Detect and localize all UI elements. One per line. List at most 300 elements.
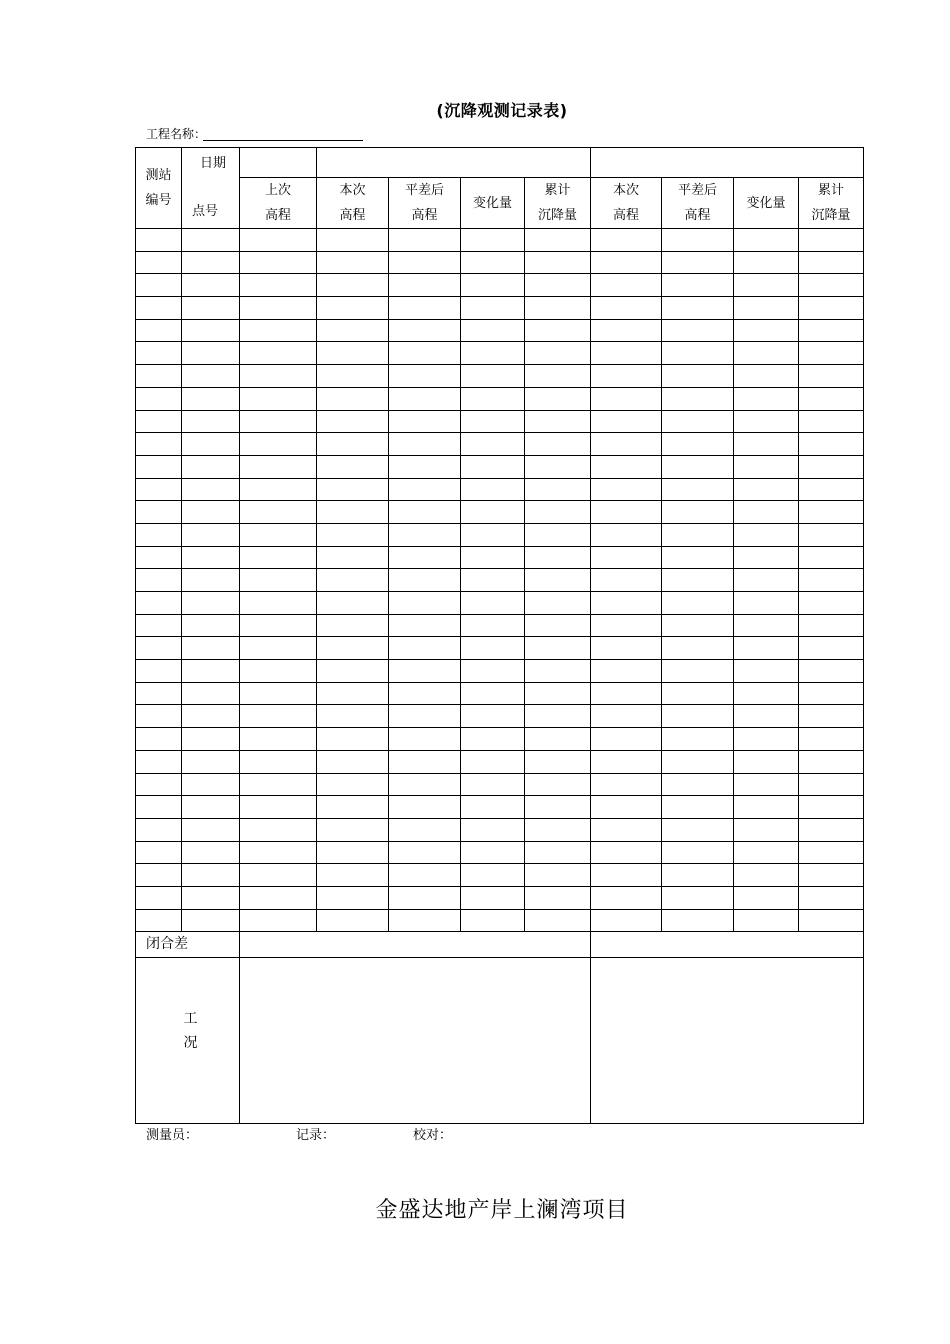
data-cell[interactable] <box>799 410 864 433</box>
data-cell[interactable] <box>182 569 240 592</box>
data-cell[interactable] <box>389 728 461 751</box>
data-cell[interactable] <box>240 909 317 932</box>
data-cell[interactable] <box>461 319 525 342</box>
data-cell[interactable] <box>662 569 734 592</box>
data-cell[interactable] <box>389 886 461 909</box>
data-cell[interactable] <box>461 705 525 728</box>
data-cell[interactable] <box>240 682 317 705</box>
data-cell[interactable] <box>799 229 864 252</box>
data-cell[interactable] <box>461 501 525 524</box>
data-cell[interactable] <box>591 864 662 887</box>
condition-cell[interactable] <box>591 958 864 1124</box>
data-cell[interactable] <box>525 614 591 637</box>
data-cell[interactable] <box>525 569 591 592</box>
data-cell[interactable] <box>461 365 525 388</box>
data-cell[interactable] <box>799 455 864 478</box>
data-cell[interactable] <box>136 455 182 478</box>
data-cell[interactable] <box>734 637 799 660</box>
data-cell[interactable] <box>591 682 662 705</box>
data-cell[interactable] <box>136 229 182 252</box>
data-cell[interactable] <box>525 433 591 456</box>
data-cell[interactable] <box>734 274 799 297</box>
data-cell[interactable] <box>461 455 525 478</box>
data-cell[interactable] <box>317 523 389 546</box>
data-cell[interactable] <box>525 773 591 796</box>
data-cell[interactable] <box>662 342 734 365</box>
data-cell[interactable] <box>182 501 240 524</box>
data-cell[interactable] <box>734 682 799 705</box>
data-cell[interactable] <box>525 297 591 320</box>
data-cell[interactable] <box>240 569 317 592</box>
data-cell[interactable] <box>182 614 240 637</box>
data-cell[interactable] <box>136 728 182 751</box>
data-cell[interactable] <box>799 728 864 751</box>
data-cell[interactable] <box>461 841 525 864</box>
data-cell[interactable] <box>461 660 525 683</box>
data-cell[interactable] <box>240 773 317 796</box>
data-cell[interactable] <box>734 818 799 841</box>
data-cell[interactable] <box>525 546 591 569</box>
data-cell[interactable] <box>591 886 662 909</box>
data-cell[interactable] <box>317 864 389 887</box>
data-cell[interactable] <box>182 523 240 546</box>
data-cell[interactable] <box>240 660 317 683</box>
data-cell[interactable] <box>136 319 182 342</box>
data-cell[interactable] <box>799 773 864 796</box>
data-cell[interactable] <box>662 365 734 388</box>
data-cell[interactable] <box>525 229 591 252</box>
data-cell[interactable] <box>389 909 461 932</box>
data-cell[interactable] <box>317 365 389 388</box>
data-cell[interactable] <box>734 592 799 615</box>
data-cell[interactable] <box>591 365 662 388</box>
data-cell[interactable] <box>799 841 864 864</box>
data-cell[interactable] <box>317 433 389 456</box>
data-cell[interactable] <box>182 728 240 751</box>
data-cell[interactable] <box>136 433 182 456</box>
data-cell[interactable] <box>389 841 461 864</box>
data-cell[interactable] <box>591 592 662 615</box>
data-cell[interactable] <box>662 433 734 456</box>
closure-cell[interactable] <box>591 932 864 958</box>
data-cell[interactable] <box>799 523 864 546</box>
data-cell[interactable] <box>240 229 317 252</box>
data-cell[interactable] <box>389 660 461 683</box>
data-cell[interactable] <box>591 841 662 864</box>
data-cell[interactable] <box>525 909 591 932</box>
data-cell[interactable] <box>136 297 182 320</box>
data-cell[interactable] <box>461 478 525 501</box>
data-cell[interactable] <box>461 909 525 932</box>
data-cell[interactable] <box>182 750 240 773</box>
data-cell[interactable] <box>662 864 734 887</box>
data-cell[interactable] <box>461 523 525 546</box>
data-cell[interactable] <box>240 478 317 501</box>
data-cell[interactable] <box>136 682 182 705</box>
data-cell[interactable] <box>182 410 240 433</box>
data-cell[interactable] <box>182 251 240 274</box>
data-cell[interactable] <box>136 546 182 569</box>
data-cell[interactable] <box>734 728 799 751</box>
data-cell[interactable] <box>734 705 799 728</box>
data-cell[interactable] <box>182 365 240 388</box>
data-cell[interactable] <box>734 750 799 773</box>
data-cell[interactable] <box>734 229 799 252</box>
data-cell[interactable] <box>136 251 182 274</box>
data-cell[interactable] <box>389 319 461 342</box>
data-cell[interactable] <box>734 660 799 683</box>
data-cell[interactable] <box>240 750 317 773</box>
data-cell[interactable] <box>317 614 389 637</box>
data-cell[interactable] <box>317 592 389 615</box>
data-cell[interactable] <box>591 251 662 274</box>
data-cell[interactable] <box>591 637 662 660</box>
date-cell[interactable] <box>591 148 864 178</box>
data-cell[interactable] <box>591 319 662 342</box>
data-cell[interactable] <box>182 478 240 501</box>
data-cell[interactable] <box>389 523 461 546</box>
data-cell[interactable] <box>525 274 591 297</box>
data-cell[interactable] <box>461 886 525 909</box>
data-cell[interactable] <box>240 410 317 433</box>
data-cell[interactable] <box>136 274 182 297</box>
data-cell[interactable] <box>591 342 662 365</box>
data-cell[interactable] <box>317 569 389 592</box>
data-cell[interactable] <box>317 501 389 524</box>
data-cell[interactable] <box>662 773 734 796</box>
data-cell[interactable] <box>240 251 317 274</box>
data-cell[interactable] <box>136 410 182 433</box>
data-cell[interactable] <box>734 864 799 887</box>
data-cell[interactable] <box>182 886 240 909</box>
data-cell[interactable] <box>182 818 240 841</box>
data-cell[interactable] <box>317 546 389 569</box>
data-cell[interactable] <box>461 682 525 705</box>
data-cell[interactable] <box>734 886 799 909</box>
data-cell[interactable] <box>136 501 182 524</box>
data-cell[interactable] <box>525 501 591 524</box>
data-cell[interactable] <box>734 909 799 932</box>
data-cell[interactable] <box>734 455 799 478</box>
data-cell[interactable] <box>461 342 525 365</box>
data-cell[interactable] <box>525 455 591 478</box>
data-cell[interactable] <box>662 841 734 864</box>
data-cell[interactable] <box>799 614 864 637</box>
data-cell[interactable] <box>662 319 734 342</box>
data-cell[interactable] <box>136 660 182 683</box>
data-cell[interactable] <box>389 818 461 841</box>
data-cell[interactable] <box>799 251 864 274</box>
data-cell[interactable] <box>525 728 591 751</box>
data-cell[interactable] <box>799 864 864 887</box>
data-cell[interactable] <box>734 773 799 796</box>
data-cell[interactable] <box>734 251 799 274</box>
data-cell[interactable] <box>799 501 864 524</box>
data-cell[interactable] <box>662 297 734 320</box>
data-cell[interactable] <box>182 297 240 320</box>
data-cell[interactable] <box>389 229 461 252</box>
data-cell[interactable] <box>461 818 525 841</box>
data-cell[interactable] <box>734 342 799 365</box>
data-cell[interactable] <box>389 592 461 615</box>
data-cell[interactable] <box>136 637 182 660</box>
data-cell[interactable] <box>799 818 864 841</box>
data-cell[interactable] <box>240 637 317 660</box>
data-cell[interactable] <box>182 274 240 297</box>
data-cell[interactable] <box>799 297 864 320</box>
data-cell[interactable] <box>591 478 662 501</box>
data-cell[interactable] <box>662 546 734 569</box>
date-cell[interactable] <box>240 148 317 178</box>
data-cell[interactable] <box>461 251 525 274</box>
data-cell[interactable] <box>662 750 734 773</box>
data-cell[interactable] <box>591 773 662 796</box>
data-cell[interactable] <box>662 909 734 932</box>
data-cell[interactable] <box>389 478 461 501</box>
data-cell[interactable] <box>136 773 182 796</box>
data-cell[interactable] <box>799 796 864 819</box>
data-cell[interactable] <box>591 569 662 592</box>
data-cell[interactable] <box>389 433 461 456</box>
data-cell[interactable] <box>389 274 461 297</box>
data-cell[interactable] <box>240 614 317 637</box>
data-cell[interactable] <box>136 592 182 615</box>
data-cell[interactable] <box>734 433 799 456</box>
data-cell[interactable] <box>734 410 799 433</box>
data-cell[interactable] <box>389 410 461 433</box>
data-cell[interactable] <box>317 637 389 660</box>
data-cell[interactable] <box>591 410 662 433</box>
data-cell[interactable] <box>136 864 182 887</box>
data-cell[interactable] <box>240 274 317 297</box>
data-cell[interactable] <box>182 841 240 864</box>
data-cell[interactable] <box>240 365 317 388</box>
data-cell[interactable] <box>182 705 240 728</box>
data-cell[interactable] <box>591 796 662 819</box>
data-cell[interactable] <box>525 251 591 274</box>
data-cell[interactable] <box>240 592 317 615</box>
data-cell[interactable] <box>591 705 662 728</box>
data-cell[interactable] <box>317 841 389 864</box>
data-cell[interactable] <box>734 297 799 320</box>
data-cell[interactable] <box>182 229 240 252</box>
data-cell[interactable] <box>182 319 240 342</box>
data-cell[interactable] <box>461 796 525 819</box>
data-cell[interactable] <box>182 796 240 819</box>
data-cell[interactable] <box>461 569 525 592</box>
data-cell[interactable] <box>662 614 734 637</box>
data-cell[interactable] <box>799 660 864 683</box>
data-cell[interactable] <box>317 410 389 433</box>
data-cell[interactable] <box>317 728 389 751</box>
data-cell[interactable] <box>461 637 525 660</box>
data-cell[interactable] <box>734 478 799 501</box>
data-cell[interactable] <box>799 433 864 456</box>
data-cell[interactable] <box>389 546 461 569</box>
data-cell[interactable] <box>591 433 662 456</box>
data-cell[interactable] <box>799 319 864 342</box>
data-cell[interactable] <box>182 387 240 410</box>
date-cell[interactable] <box>317 148 591 178</box>
data-cell[interactable] <box>662 410 734 433</box>
data-cell[interactable] <box>525 818 591 841</box>
data-cell[interactable] <box>389 682 461 705</box>
data-cell[interactable] <box>799 705 864 728</box>
data-cell[interactable] <box>317 342 389 365</box>
data-cell[interactable] <box>136 818 182 841</box>
data-cell[interactable] <box>136 478 182 501</box>
data-cell[interactable] <box>240 319 317 342</box>
data-cell[interactable] <box>734 365 799 388</box>
closure-cell[interactable] <box>240 932 591 958</box>
data-cell[interactable] <box>136 796 182 819</box>
data-cell[interactable] <box>389 342 461 365</box>
data-cell[interactable] <box>240 841 317 864</box>
data-cell[interactable] <box>591 455 662 478</box>
data-cell[interactable] <box>317 796 389 819</box>
data-cell[interactable] <box>662 705 734 728</box>
data-cell[interactable] <box>799 637 864 660</box>
data-cell[interactable] <box>389 455 461 478</box>
data-cell[interactable] <box>525 864 591 887</box>
data-cell[interactable] <box>182 909 240 932</box>
data-cell[interactable] <box>182 342 240 365</box>
data-cell[interactable] <box>525 750 591 773</box>
data-cell[interactable] <box>591 728 662 751</box>
data-cell[interactable] <box>591 523 662 546</box>
data-cell[interactable] <box>734 841 799 864</box>
data-cell[interactable] <box>662 251 734 274</box>
data-cell[interactable] <box>317 682 389 705</box>
data-cell[interactable] <box>734 387 799 410</box>
data-cell[interactable] <box>389 637 461 660</box>
data-cell[interactable] <box>591 501 662 524</box>
data-cell[interactable] <box>525 682 591 705</box>
data-cell[interactable] <box>317 818 389 841</box>
data-cell[interactable] <box>136 750 182 773</box>
data-cell[interactable] <box>734 546 799 569</box>
data-cell[interactable] <box>389 773 461 796</box>
data-cell[interactable] <box>182 660 240 683</box>
data-cell[interactable] <box>240 546 317 569</box>
data-cell[interactable] <box>389 705 461 728</box>
data-cell[interactable] <box>461 614 525 637</box>
data-cell[interactable] <box>389 796 461 819</box>
data-cell[interactable] <box>461 387 525 410</box>
data-cell[interactable] <box>240 297 317 320</box>
data-cell[interactable] <box>317 251 389 274</box>
data-cell[interactable] <box>662 886 734 909</box>
data-cell[interactable] <box>461 297 525 320</box>
data-cell[interactable] <box>799 365 864 388</box>
data-cell[interactable] <box>525 592 591 615</box>
data-cell[interactable] <box>799 342 864 365</box>
data-cell[interactable] <box>317 773 389 796</box>
condition-cell[interactable] <box>240 958 591 1124</box>
data-cell[interactable] <box>182 637 240 660</box>
data-cell[interactable] <box>461 229 525 252</box>
project-name-field[interactable] <box>203 140 363 141</box>
data-cell[interactable] <box>662 818 734 841</box>
data-cell[interactable] <box>317 886 389 909</box>
data-cell[interactable] <box>389 864 461 887</box>
data-cell[interactable] <box>525 796 591 819</box>
data-cell[interactable] <box>662 796 734 819</box>
data-cell[interactable] <box>525 841 591 864</box>
data-cell[interactable] <box>240 818 317 841</box>
data-cell[interactable] <box>240 796 317 819</box>
data-cell[interactable] <box>317 455 389 478</box>
data-cell[interactable] <box>799 478 864 501</box>
data-cell[interactable] <box>240 864 317 887</box>
data-cell[interactable] <box>136 342 182 365</box>
data-cell[interactable] <box>461 433 525 456</box>
data-cell[interactable] <box>389 614 461 637</box>
data-cell[interactable] <box>240 523 317 546</box>
data-cell[interactable] <box>317 274 389 297</box>
data-cell[interactable] <box>525 319 591 342</box>
data-cell[interactable] <box>317 478 389 501</box>
data-cell[interactable] <box>662 274 734 297</box>
data-cell[interactable] <box>662 592 734 615</box>
data-cell[interactable] <box>317 297 389 320</box>
data-cell[interactable] <box>799 387 864 410</box>
data-cell[interactable] <box>182 455 240 478</box>
data-cell[interactable] <box>389 365 461 388</box>
data-cell[interactable] <box>799 682 864 705</box>
data-cell[interactable] <box>591 546 662 569</box>
data-cell[interactable] <box>525 387 591 410</box>
data-cell[interactable] <box>525 410 591 433</box>
data-cell[interactable] <box>182 592 240 615</box>
data-cell[interactable] <box>317 319 389 342</box>
data-cell[interactable] <box>662 229 734 252</box>
data-cell[interactable] <box>662 682 734 705</box>
data-cell[interactable] <box>182 546 240 569</box>
data-cell[interactable] <box>240 728 317 751</box>
data-cell[interactable] <box>136 909 182 932</box>
data-cell[interactable] <box>662 637 734 660</box>
data-cell[interactable] <box>389 569 461 592</box>
data-cell[interactable] <box>317 387 389 410</box>
data-cell[interactable] <box>734 319 799 342</box>
data-cell[interactable] <box>734 614 799 637</box>
data-cell[interactable] <box>662 728 734 751</box>
data-cell[interactable] <box>591 387 662 410</box>
data-cell[interactable] <box>136 886 182 909</box>
data-cell[interactable] <box>317 750 389 773</box>
data-cell[interactable] <box>591 909 662 932</box>
data-cell[interactable] <box>461 750 525 773</box>
data-cell[interactable] <box>662 660 734 683</box>
data-cell[interactable] <box>525 705 591 728</box>
data-cell[interactable] <box>461 728 525 751</box>
data-cell[interactable] <box>182 864 240 887</box>
data-cell[interactable] <box>734 569 799 592</box>
data-cell[interactable] <box>240 455 317 478</box>
data-cell[interactable] <box>591 750 662 773</box>
data-cell[interactable] <box>136 387 182 410</box>
data-cell[interactable] <box>525 523 591 546</box>
data-cell[interactable] <box>182 433 240 456</box>
data-cell[interactable] <box>136 523 182 546</box>
data-cell[interactable] <box>591 614 662 637</box>
data-cell[interactable] <box>389 297 461 320</box>
data-cell[interactable] <box>136 705 182 728</box>
data-cell[interactable] <box>136 614 182 637</box>
data-cell[interactable] <box>799 592 864 615</box>
data-cell[interactable] <box>525 886 591 909</box>
